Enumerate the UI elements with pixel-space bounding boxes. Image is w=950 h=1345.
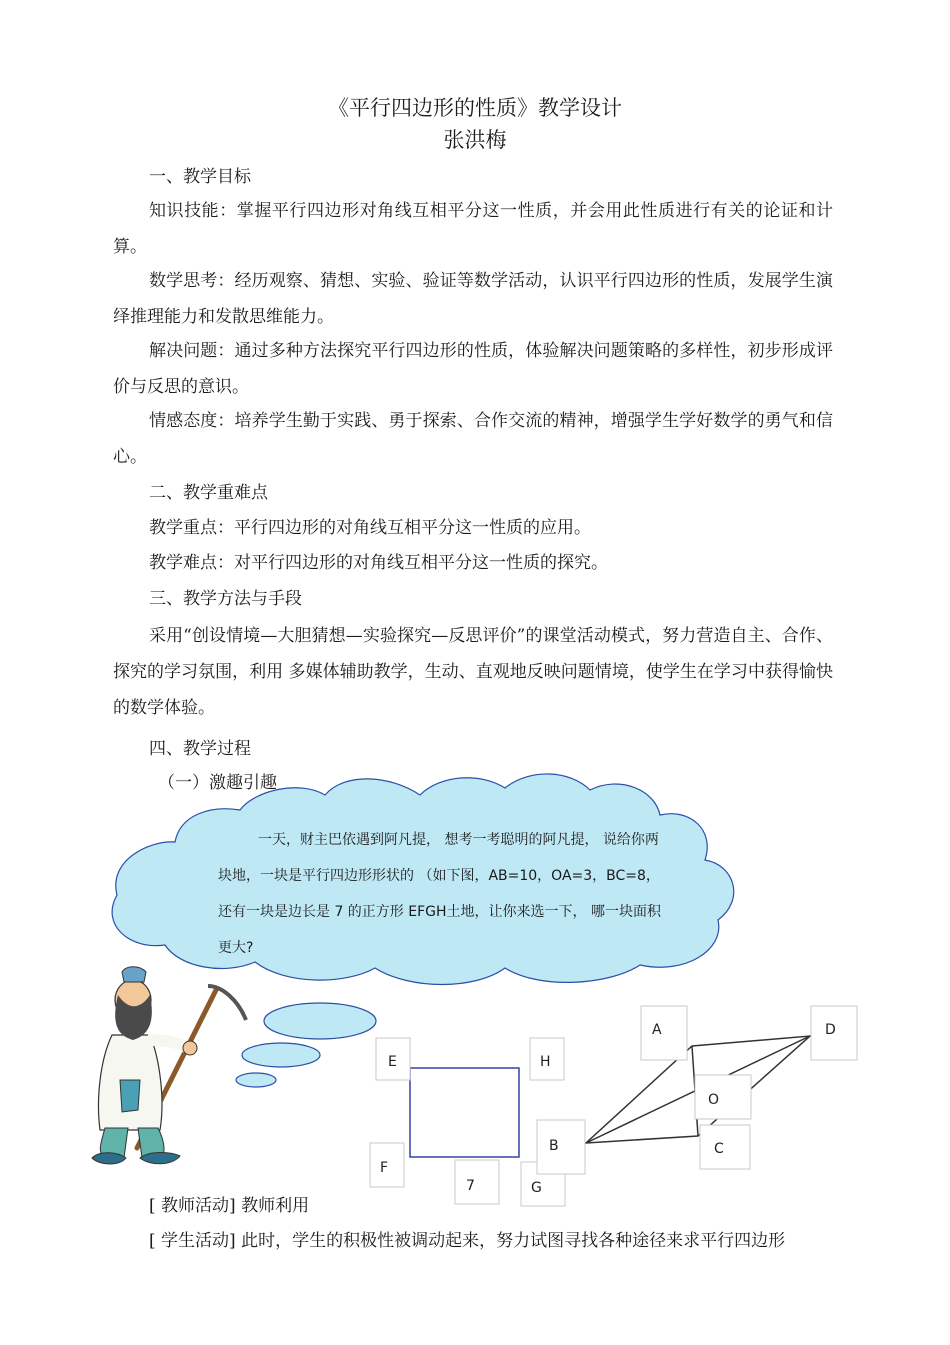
section-heading-methods: 三、教学方法与手段	[149, 589, 302, 609]
side-length-label: 7	[466, 1178, 475, 1194]
section-heading-objectives: 一、教学目标	[149, 167, 251, 187]
cloud-story-text: 一天，财主巴依遇到阿凡提， 想考一考聪明的阿凡提， 说给你两块地，一块是平行四边形形状的 （如下图，AB=10，OA=3，BC=8，还有一块是边长是 7 的正方形 EFGH土地，让你来选一下， 哪一块面积更大?	[218, 832, 661, 956]
paragraph-attitude: 情感态度：培养学生勤于实践、勇于探索、合作交流的精神，增强学生学好数学的勇气和信心。	[113, 411, 833, 467]
vertex-label-g: G	[531, 1180, 542, 1196]
label-box-b	[537, 1120, 585, 1174]
vertex-label-c: C	[714, 1141, 724, 1157]
vertex-label-a: A	[652, 1022, 662, 1038]
afanti-character-illustration	[92, 967, 246, 1164]
label-box-o	[695, 1075, 751, 1119]
label-box-c	[700, 1125, 750, 1169]
section-heading-key-points: 二、教学重难点	[149, 483, 268, 503]
square-efgh	[410, 1068, 519, 1157]
vertex-label-e: E	[388, 1054, 397, 1070]
paragraph-math-thinking: 数学思考：经历观察、猜想、实验、验证等数学活动，认识平行四边形的性质，发展学生演绎推理能力和发散思维能力。	[113, 271, 833, 327]
teacher-activity-line: [ 教师活动] 教师利用	[149, 1196, 310, 1216]
student-activity-line: [ 学生活动] 此时，学生的积极性被调动起来，努力试图寻找各种途径来求平行四边形	[149, 1231, 786, 1251]
vertex-label-f: F	[380, 1160, 389, 1176]
paragraph-problem-solving: 解决问题：通过多种方法探究平行四边形的性质，体验解决问题策略的多样性，初步形成评价与反思的意识。	[113, 341, 833, 397]
label-box-a	[641, 1006, 687, 1060]
paragraph-method: 采用“创设情境—大胆猜想—实验探究—反思评价”的课堂活动模式，努力营造自主、合作、探究的学习氛围，利用 多媒体辅助教学，生动、直观地反映问题情境，使学生在学习中获得愉快的数学体验。	[113, 626, 833, 718]
paragraph-difficult-point: 教学难点：对平行四边形的对角线互相平分这一性质的探究。	[149, 553, 608, 573]
label-box-7	[455, 1160, 499, 1204]
subsection-heading-intro: （一）激趣引趣	[158, 773, 277, 793]
document-title: 《平行四边形的性质》教学设计	[328, 96, 622, 120]
paragraph-key-point: 教学重点：平行四边形的对角线互相平分这一性质的应用。	[149, 518, 591, 538]
author-name: 张洪梅	[443, 128, 507, 152]
section-heading-process: 四、教学过程	[149, 739, 251, 759]
paragraph-knowledge-skills: 知识技能：掌握平行四边形对角线互相平分这一性质，并会用此性质进行有关的论证和计算。	[113, 201, 833, 257]
vertex-label-d: D	[825, 1022, 836, 1038]
vertex-label-h: H	[540, 1054, 551, 1070]
vertex-label-b: B	[549, 1138, 559, 1154]
diagonal-intersection-label-o: O	[708, 1092, 720, 1108]
